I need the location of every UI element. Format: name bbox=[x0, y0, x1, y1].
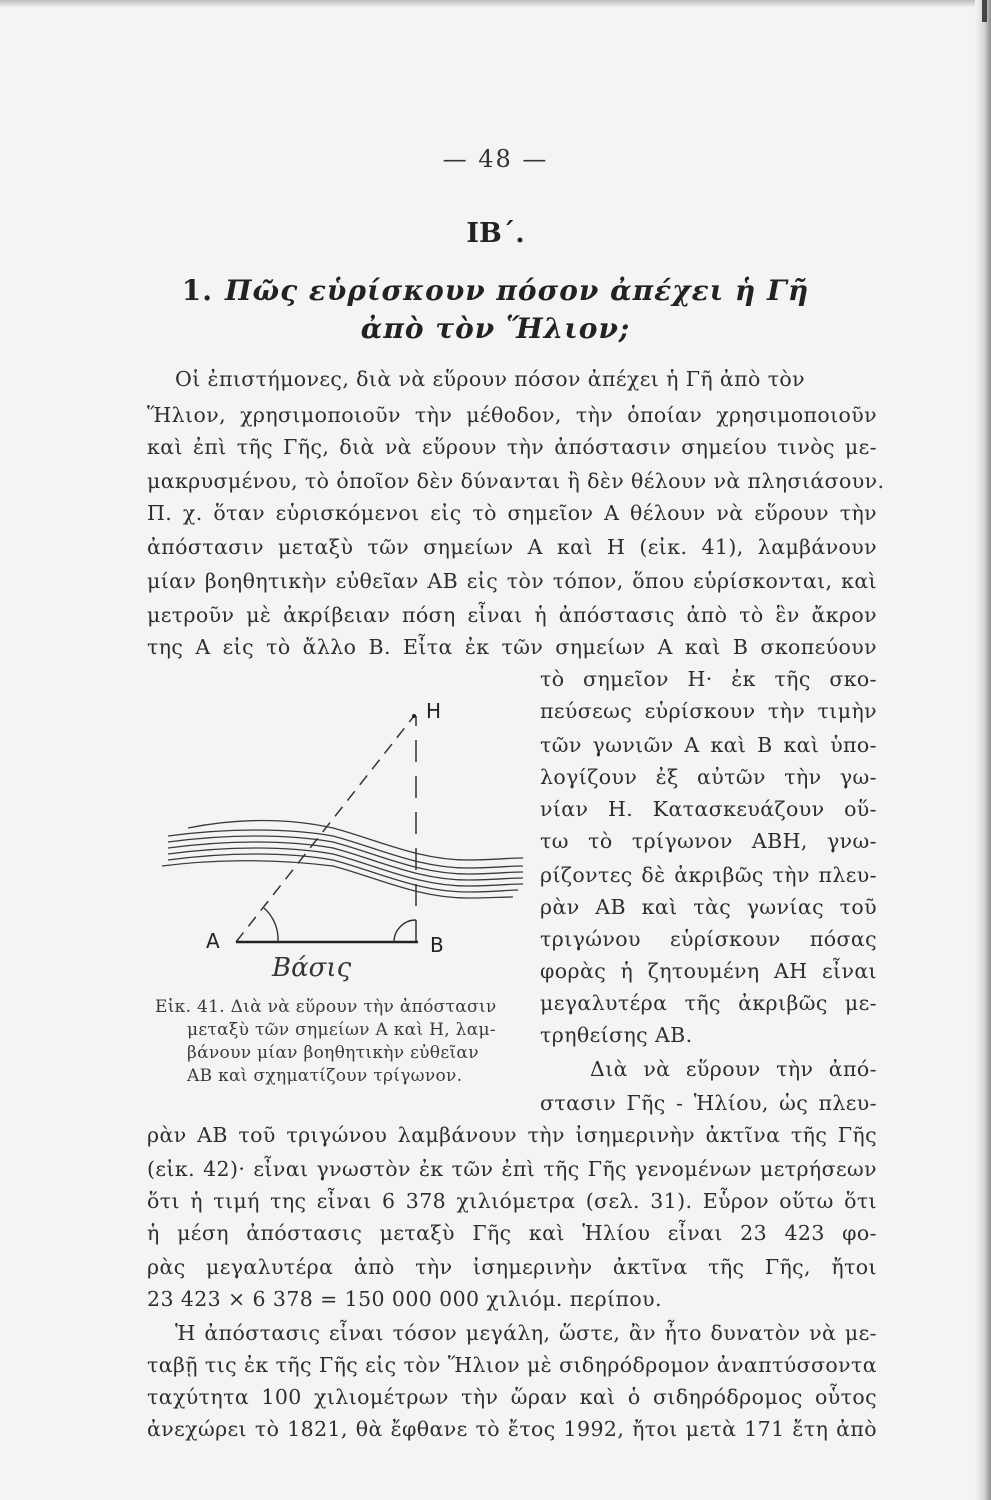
triangle-diagram bbox=[148, 690, 528, 990]
text-line: ρὰς μεγαλυτέρα ἀπὸ τὴν ἰσημερινὴν ἀκτῖνα τῆς Γῆς, ἤτοι bbox=[147, 1255, 877, 1279]
text-line: ρὰν ΑΒ τοῦ τριγώνου λαμβάνουν τὴν ἰσημερινὴν ἀκτῖνα τῆς Γῆς bbox=[147, 1123, 877, 1147]
text-line: τὸ σημεῖον Η· ἐκ τῆς σκο- bbox=[540, 667, 877, 691]
text-line: ταχύτητα 100 χιλιομέτρων τὴν ὥραν καὶ ὁ σιδηρόδρομος οὗτος bbox=[147, 1385, 877, 1409]
text-line: Οἱ ἐπιστήμονες, διὰ νὰ εὕρουν πόσον ἀπέχει ἡ Γῆ ἀπὸ τὸν bbox=[175, 367, 806, 391]
river-lines bbox=[162, 821, 523, 899]
figure-caption-line: βάνουν μίαν βοηθητικὴν εὐθεῖαν bbox=[187, 1043, 479, 1063]
text-line: ἀπόστασιν μεταξὺ τῶν σημείων Α καὶ Η (εἰκ. 41), λαμβάνουν bbox=[147, 535, 877, 559]
section-title-line-1: 1. Πῶς εὑρίσκουν πόσον ἀπέχει ἡ Γῆ bbox=[181, 274, 810, 307]
point-H bbox=[412, 714, 416, 718]
label-B: Β bbox=[430, 933, 444, 957]
label-A: Α bbox=[206, 929, 220, 953]
text-line: ἀνεχώρει τὸ 1821, θὰ ἔφθανε τὸ ἔτος 1992, ἤτοι μετὰ 171 ἔτη ἀπὸ bbox=[147, 1417, 877, 1441]
angle-A-arc bbox=[264, 908, 278, 942]
label-H: Η bbox=[426, 699, 442, 723]
text-line: Ἥλιον, χρησιμοποιοῦν τὴν μέθοδον, τὴν ὁποίαν χρησιμοποιοῦν bbox=[147, 403, 877, 427]
text-line: καὶ ἐπὶ τῆς Γῆς, διὰ νὰ εὕρουν τὴν ἀπόστασιν σημείου τινὸς με- bbox=[147, 435, 877, 459]
figure-caption-line: μεταξὺ τῶν σημείων Α καὶ Η, λαμ- bbox=[187, 1020, 496, 1040]
text-line: μίαν βοηθητικὴν εὐθεῖαν ΑΒ εἰς τὸν τόπον, ὅπου εὑρίσκονται, καὶ bbox=[147, 569, 877, 593]
figure-caption-line: Εἰκ. 41. Διὰ νὰ εὕρουν τὴν ἀπόστασιν bbox=[155, 997, 497, 1017]
text-line: στασιν Γῆς - Ἡλίου, ὡς πλευ- bbox=[540, 1091, 877, 1115]
page-top-edge bbox=[0, 0, 975, 7]
text-line: (εἰκ. 42)· εἶναι γνωστὸν ἐκ τῶν ἐπὶ τῆς Γῆς γενομένων μετρήσεων bbox=[147, 1157, 877, 1181]
text-line: φορὰς ἡ ζητουμένη ΑΗ εἶναι bbox=[540, 959, 877, 983]
text-line: νίαν Η. Κατασκευάζουν οὕ- bbox=[540, 797, 877, 821]
text-line: ρίζοντες δὲ ἀκριβῶς τὴν πλευ- bbox=[540, 863, 877, 887]
text-line: πεύσεως εὑρίσκουν τὴν τιμὴν bbox=[540, 699, 877, 723]
text-line: τω τὸ τρίγωνον ΑΒΗ, γνω- bbox=[540, 829, 877, 853]
figure-41-diagram bbox=[148, 690, 528, 990]
text-line: 23 423 × 6 378 = 150 000 000 χιλιόμ. περίπου. bbox=[147, 1287, 662, 1311]
text-line: Π. χ. ὅταν εὑρισκόμενοι εἰς τὸ σημεῖον Α θέλουν νὰ εὕρουν τὴν bbox=[147, 501, 877, 525]
base-label: Βάσις bbox=[272, 953, 352, 983]
text-line: ταβῇ τις ἐκ τῆς Γῆς εἰς τὸν Ἥλιον μὲ σιδηρόδρομον ἀναπτύσσοντα bbox=[147, 1353, 877, 1377]
text-line: μακρυσμένου, τὸ ὁποῖον δὲν δύνανται ἢ δὲν θέλουν νὰ πλησιάσουν. bbox=[147, 469, 885, 493]
section-number: 1. bbox=[181, 274, 213, 307]
text-line: ἡ μέση ἀπόστασις μεταξὺ Γῆς καὶ Ἡλίου εἶναι 23 423 φο- bbox=[147, 1221, 877, 1245]
text-line: τριγώνου εὑρίσκουν πόσας bbox=[540, 927, 877, 951]
text-line: τρηθείσης ΑΒ. bbox=[540, 1023, 693, 1047]
text-line: λογίζουν ἐξ αὐτῶν τὴν γω- bbox=[540, 765, 877, 789]
text-line: ὅτι ἡ τιμή της εἶναι 6 378 χιλιόμετρα (σελ. 31). Εὗρον οὕτω ὅτι bbox=[147, 1189, 877, 1213]
text-line: μεγαλυτέρα τῆς ἀκριβῶς με- bbox=[540, 991, 877, 1015]
text-line: ρὰν ΑΒ καὶ τὰς γωνίας τοῦ bbox=[540, 895, 877, 919]
page-number: — 48 — bbox=[442, 145, 549, 173]
figure-caption-line: ΑΒ καὶ σχηματίζουν τρίγωνον. bbox=[187, 1066, 463, 1086]
text-line: Ἡ ἀπόστασις εἶναι τόσον μεγάλη, ὥστε, ἂν ἦτο δυνατὸν νὰ με- bbox=[175, 1321, 877, 1345]
text-line: μετροῦν μὲ ἀκρίβειαν πόση εἶναι ἡ ἀπόστασις ἀπὸ τὸ ἓν ἄκρον bbox=[147, 603, 877, 627]
scan-mark bbox=[982, 0, 987, 22]
angle-B-arc bbox=[394, 920, 416, 942]
section-title-line-2: ἀπὸ τὸν Ἥλιον; bbox=[360, 312, 631, 345]
text-line: της Α εἰς τὸ ἄλλο Β. Εἶτα ἐκ τῶν σημείων Α καὶ Β σκοπεύουν bbox=[147, 635, 877, 659]
line-AH bbox=[236, 716, 414, 942]
text-line: τῶν γωνιῶν Α καὶ Β καὶ ὑπο- bbox=[540, 733, 877, 757]
text-line: Διὰ νὰ εὕρουν τὴν ἀπό- bbox=[590, 1057, 877, 1081]
chapter-heading: ΙΒ΄. bbox=[466, 218, 525, 249]
